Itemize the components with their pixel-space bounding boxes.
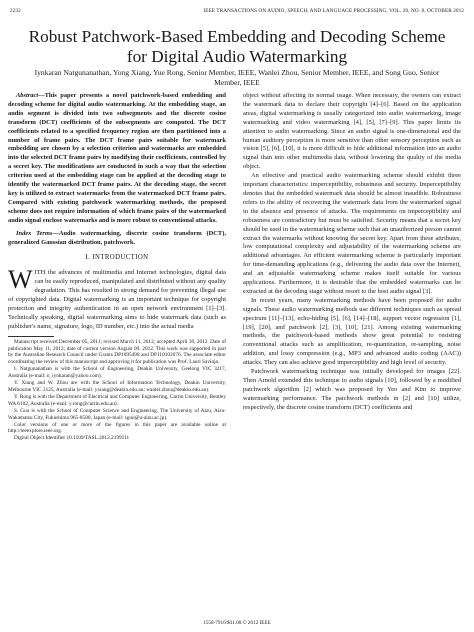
journal-name: IEEE TRANSACTIONS ON AUDIO, SPEECH, AND LANGUAGE PROCESSING, VOL. 20, NO. 8, OCTOBER 2012	[203, 8, 464, 14]
footnote-affiliation-guo: S. Guo is with the School of Computer Science and Engineering, The University of Aizu, Aizu-Wakamatsu City, Fukushima 965-8580, Japan (e-mail: sguo@u-aizu.ac.jp).	[8, 407, 226, 421]
body-paragraph: object without affecting its normal usage. When necessary, the owners can extract the watermark data to declare their copyright [4]–[6]. Based on the application areas, digital watermarking is usually categorized into audio watermarking, image watermarking and video watermarking [4], [5], [7]–[9]. This paper limits its attention to audio watermarking. Since an audio signal is one-dimensional and the human auditory perception is more sensitive than other sensory perception such as vision [5], [6], [10], it is more difficult to hide additional information into an audio signal than into other multimedia data, without lowering the quality of the media object.	[243, 92, 461, 171]
footnote-affiliation-rong: Y. Rong is with the Department of Electrical and Computer Engineering, Curtin University, Bentley WA 6102, Australia (e-mail: y.rong@curtin.edu.au).	[8, 393, 226, 407]
body-paragraph: Patchwork watermarking technique was initially developed for images [22]. Then Arnold extended this technique to audio signals [10], followed by a modified patchwork algorithm [2] which was proposed by Yeo and Kim to improve watermarking performance. The patchwork methods in [2] and [10] utilize, respectively, the discrete cosine transform (DCT) coefficients and	[243, 368, 461, 411]
body-paragraph: An effective and practical audio watermarking scheme should exhibit three important characteristics: imperceptibility, robustness and security. Imperceptibility denotes that the embedded watermark data should be almost inaudible. Robustness refers to the ability of recovering the watermark data from the watermarked signal in the absence and presence of attacks. The requirements on imperceptibility and robustness are contradictory but must be satisfied. Security means that a secret key should be used in the watermarking scheme such that an unauthorized person cannot extract the watermarks without knowing the secret key. Apart from these attributes, low computational complexity and adjustability of the watermarking scheme are additional advantages. An efficient watermarking scheme is particularly important for time-demanding applications (e.g., delivering the audio data over the Internet), and an adjustable watermarking scheme makes itself suitable for various applications. Furthermore, it is desirable that the embedded watermarks can be extracted at the decoding stage without resort to the host audio signal [3].	[243, 172, 461, 295]
right-column	[243, 92, 461, 413]
footnote-affiliation-natgunanathan: I. Natgunanathan is with the School of Engineering, Deakin University, Geelong VIC 3217, Australia (e-mail: n_iynkaran@yahoo.com).	[8, 366, 226, 380]
author-list: Iynkaran Natgunanathan, Yong Xiang, Yue Rong, Senior Member, IEEE, Wanlei Zhou, Senior Member, IEEE, and Song Guo, Senior Member, IEEE	[34, 68, 440, 87]
footnote-doi: Digital Object Identifier 10.1109/TASL.2012.2199111	[14, 435, 130, 442]
copyright-footer: 1558-7916/$31.00 © 2012 IEEE	[203, 620, 271, 626]
footnote-manuscript: Manuscript received December 05, 2011; revised March 11, 2012; accepted April 30, 2012. Date of publication May 11, 2012; date of current version August 09, 2012. This work was supported in part by the Australian Research Council under Grants DP1095498 and DP110102076. The associate editor coordinating the review of this manuscript and approving it for publication was Prof. Lauri Savioja.	[8, 338, 226, 366]
abstract-lead: Abstract—	[16, 92, 45, 99]
left-column	[8, 92, 226, 442]
intro-paragraph	[8, 265, 226, 331]
page-number: 2232	[10, 8, 21, 14]
intro-text: ITH the advances of multimedia and Internet technologies, digital data can be easily reproduced, manipulated and distributed without any quality degradation. This has resulted in strong demand for preventing illegal use of copyrighted data. Digital watermarking is an important technique for copyright protection and integrity authentication in an open network environment [1]–[3]. Technically speaking, digital watermarking aims to hide watermark data (such as publisher's name, signature, logo, ID number, etc.) into the actual media	[8, 269, 226, 330]
abstract	[8, 92, 226, 226]
index-terms-lead: Index Terms—	[16, 229, 59, 237]
section-heading-introduction: I. INTRODUCTION	[85, 254, 149, 262]
footnote-affiliation-xiang-zhou: Y. Xiang and W. Zhou are with the School of Information Technology, Deakin University, Melbourne VIC 3125, Australia (e-mail: yxiang@deakin.edu.au; wanlei.zhou@deakin.edu.au).	[8, 380, 226, 393]
footnotes	[8, 339, 226, 443]
drop-cap: W	[8, 265, 33, 295]
running-header	[10, 8, 464, 18]
body-paragraph: In recent years, many watermarking methods have been proposed for audio signals. These audio watermarking methods use different techniques such as spread spectrum [11]–[13], echo-hiding [5], [6], [14]–[18], support vector regression [1], [19], [20], and patchwork [2], [3], [10], [21]. Among existing watermarking methods, the patchwork-based methods show great potential to resisting conventional attacks such as amplification, re-quantization, re-sampling, noise addition, and lossy compression (e.g., MP3 and advanced audio coding (AAC)) attacks. They can also achieve good imperceptibility and high level of security.	[243, 296, 461, 367]
footnote-divider	[8, 336, 54, 337]
index-terms-text: Audio watermarking, discrete cosine transform (DCT), generalized Gaussian distribution, patchwork.	[8, 229, 226, 246]
index-terms	[8, 230, 226, 248]
footnote-color-versions: Color versions of one or more of the figures in this paper are available online at http://ieeexplore.ieee.org.	[8, 421, 226, 435]
abstract-text: This paper presents a novel patchwork-based embedding and decoding scheme for digital audio watermarking. At the embedding stage, an audio segment is divided into two subsegments and the discrete cosine transform (DCT) coefficients of the subsegments are computed. The DCT coefficients related to a specified frequency region are then partitioned into a number of frame pairs. The DCT frame pairs suitable for watermark embedding are chosen by a selection criterion and watermarks are embedded into the selected DCT frame pairs by modifying their coefficients, controlled by a secret key. The modifications are conducted in such a way that the selection criterion used at the embedding stage can be applied at the decoding stage to identify the watermarked DCT frame pairs. At the decoding stage, the secret key is utilized to extract watermarks from the watermarked DCT frame pairs. Compared with existing patchwork watermarking methods, the proposed scheme does not require information of which frame pairs of the watermarked audio signal enclose watermarks and is more robust to conventional attacks.	[8, 92, 226, 224]
paper-title: Robust Patchwork-Based Embedding and Decoding Scheme for Digital Audio Watermarking	[28, 27, 446, 66]
